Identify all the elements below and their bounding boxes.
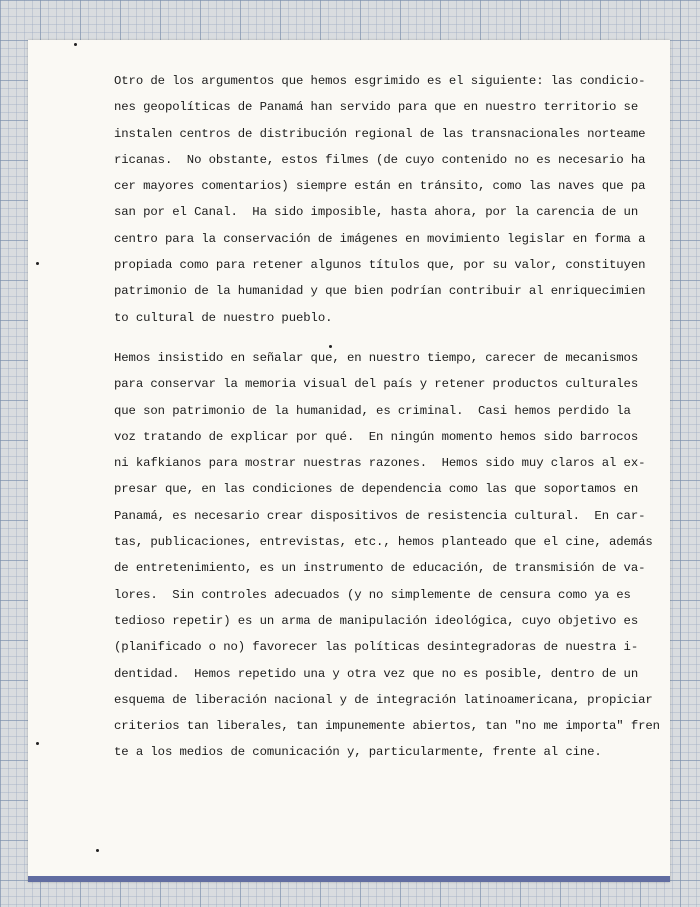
text-line: Panamá, es necesario crear dispositivos de resistencia cultural. En car- — [114, 508, 646, 523]
paragraph-1 — [114, 68, 646, 331]
ink-speck — [36, 262, 39, 265]
text-line: propiada como para retener algunos títulos que, por su valor, constituyen — [114, 258, 646, 273]
text-line: tedioso repetir) es un arma de manipulación ideológica, cuyo objetivo es — [114, 613, 639, 628]
text-line: nes geopolíticas de Panamá han servido para que en nuestro territorio se — [114, 100, 639, 115]
ink-speck — [36, 742, 39, 745]
text-line: to cultural de nuestro pueblo. — [114, 310, 333, 325]
paragraph-2 — [114, 345, 660, 766]
text-line: centro para la conservación de imágenes en movimiento legislar en forma a — [114, 231, 646, 246]
text-line: de entretenimiento, es un instrumento de educación, de transmisión de va- — [114, 561, 646, 576]
ink-speck — [96, 849, 99, 852]
text-line: (planificado o no) favorecer las políticas desintegradoras de nuestra i- — [114, 640, 639, 655]
page-bottom-edge — [28, 876, 670, 882]
text-line: esquema de liberación nacional y de integración latinoamericana, propiciar — [114, 692, 653, 707]
text-line: presar que, en las condiciones de dependencia como las que soportamos en — [114, 482, 639, 497]
text-line: Otro de los argumentos que hemos esgrimido es el siguiente: las condicio- — [114, 74, 646, 88]
text-line: para conservar la memoria visual del país y retener productos culturales — [114, 377, 639, 392]
text-line: cer mayores comentarios) siempre están en tránsito, como las naves que pa — [114, 179, 646, 194]
text-line: Hemos insistido en señalar que, en nuestro tiempo, carecer de mecanismos — [114, 351, 639, 365]
text-line: dentidad. Hemos repetido una y otra vez que no es posible, dentro de un — [114, 666, 639, 681]
text-line: que son patrimonio de la humanidad, es criminal. Casi hemos perdido la — [114, 403, 631, 418]
text-line: lores. Sin controles adecuados (y no simplemente de censura como ya es — [114, 587, 631, 602]
text-line: san por el Canal. Ha sido imposible, hasta ahora, por la carencia de un — [114, 205, 639, 220]
text-line: voz tratando de explicar por qué. En ningún momento hemos sido barrocos — [114, 429, 639, 444]
text-line: instalen centros de distribución regional de las transnacionales norteame — [114, 126, 646, 141]
text-line: ricanas. No obstante, estos filmes (de cuyo contenido no es necesario ha — [114, 152, 646, 167]
text-line: ni kafkianos para mostrar nuestras razones. Hemos sido muy claros al ex- — [114, 456, 646, 471]
text-line: tas, publicaciones, entrevistas, etc., hemos planteado que el cine, además — [114, 535, 653, 550]
text-line: te a los medios de comunicación y, particularmente, frente al cine. — [114, 745, 602, 760]
text-line: criterios tan liberales, tan impunemente abiertos, tan "no me importa" fren — [114, 719, 660, 734]
text-line: patrimonio de la humanidad y que bien podrían contribuir al enriquecimien — [114, 284, 646, 299]
ink-speck — [74, 43, 77, 46]
